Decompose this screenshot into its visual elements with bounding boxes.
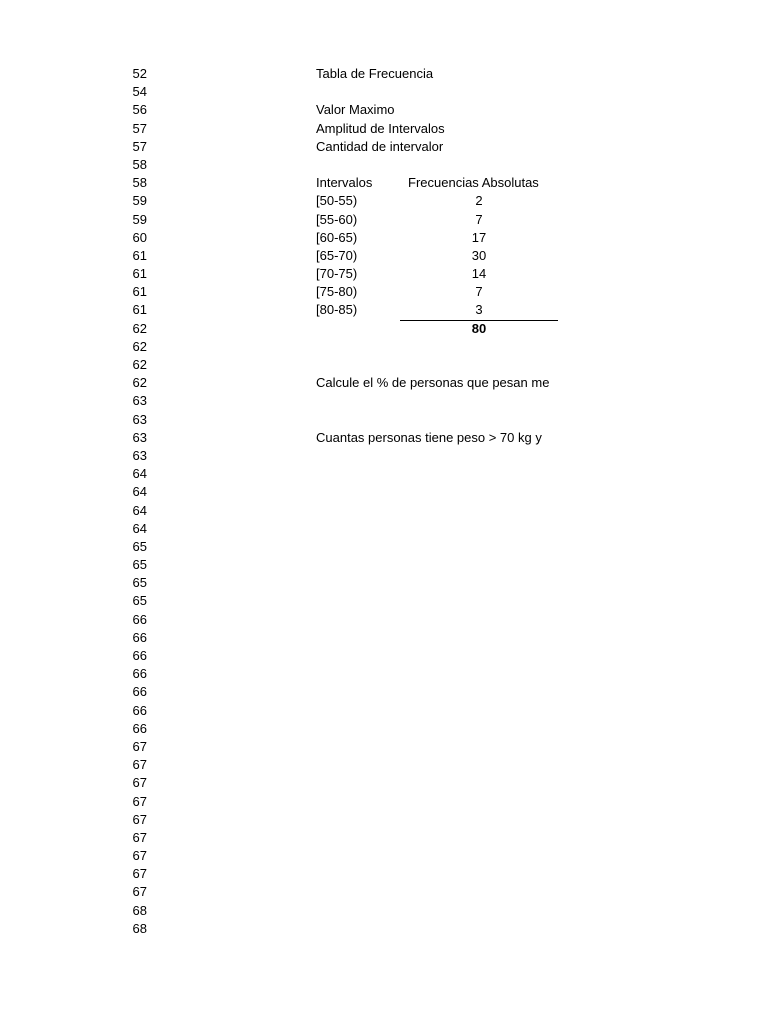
frequency-cell: 3 [475,302,483,318]
data-value: 57 [132,138,147,154]
amplitud-label: Amplitud de Intervalos [316,120,445,136]
frequency-cell: 14 [471,266,487,282]
frequency-cell: 2 [475,193,483,209]
data-value: 64 [132,466,147,482]
question-2: Cuantas personas tiene peso > 70 kg y [316,429,542,445]
data-value: 66 [132,629,147,645]
table-row [316,211,558,229]
data-value: 66 [132,611,147,627]
data-value: 67 [132,775,147,791]
data-value: 57 [132,120,147,136]
table-header-row [316,174,558,192]
question-1: Calcule el % de personas que pesan me [316,375,550,391]
data-value: 66 [132,720,147,736]
data-value: 65 [132,593,147,609]
empty-row [316,338,558,356]
data-value: 67 [132,829,147,845]
total-value: 80 [400,320,558,338]
valor-maximo-label: Valor Maximo [316,102,395,118]
empty-row [316,411,558,429]
data-value: 67 [132,884,147,900]
frequency-cell: 7 [475,211,483,227]
question-1-row [316,374,558,392]
data-value: 65 [132,557,147,573]
interval-cell: [65-70) [316,247,358,263]
question-2-row [316,429,558,447]
interval-cell: [55-60) [316,211,358,227]
data-value: 61 [132,266,147,282]
data-value: 65 [132,538,147,554]
data-value: 66 [132,648,147,663]
data-value: 52 [132,66,147,81]
data-value: 62 [132,338,147,354]
data-value: 58 [132,156,147,172]
table-row [316,283,558,301]
empty-row [316,392,558,410]
table-row [316,265,558,283]
data-value: 63 [132,393,147,409]
data-value: 63 [132,447,147,463]
data-value: 66 [132,684,147,700]
interval-cell: [75-80) [316,284,358,300]
data-value: 64 [132,502,147,518]
data-value: 58 [132,175,147,191]
table-title-row [316,65,558,83]
data-value: 61 [132,284,147,300]
cantidad-label: Cantidad de intervalor [316,138,444,154]
interval-cell: [80-85) [316,302,358,318]
data-value: 67 [132,757,147,773]
data-value: 67 [132,811,147,827]
data-value: 68 [132,902,147,918]
empty-row [316,83,558,101]
data-value: 62 [132,357,147,372]
cantidad-row [316,138,558,156]
amplitud-row [316,120,558,138]
interval-cell: [60-65) [316,229,358,245]
total-row [316,320,558,338]
col-header-intervals: Intervalos [316,175,373,191]
frequency-cell: 17 [471,229,487,245]
data-value: 59 [132,193,147,209]
data-column [0,65,150,938]
data-value: 56 [132,102,147,118]
frequency-cell: 7 [475,284,483,300]
frequency-sheet [316,65,558,465]
data-value: 62 [132,375,147,391]
data-value: 64 [132,484,147,500]
data-value: 61 [132,247,147,263]
data-value: 68 [132,920,147,936]
frequency-rows [316,192,558,319]
data-value: 67 [132,866,147,882]
table-row [316,192,558,210]
data-value: 61 [132,302,147,318]
data-value: 67 [132,793,147,809]
frequency-cell: 30 [471,247,487,263]
data-value: 63 [132,429,147,445]
empty-row [316,156,558,174]
data-value: 54 [132,84,147,100]
table-row [316,301,558,319]
data-value: 66 [132,666,147,682]
data-value: 62 [132,320,147,336]
empty-row [316,356,558,374]
data-value: 67 [132,848,147,864]
data-value: 66 [132,702,147,718]
data-value: 65 [132,575,147,591]
data-value: 60 [132,229,147,245]
table-row [316,229,558,247]
data-value: 67 [132,738,147,754]
data-value: 64 [132,520,147,536]
table-row [316,247,558,265]
col-header-freq: Frecuencias Absolutas [408,175,539,191]
table-title: Tabla de Frecuencia [316,66,434,81]
interval-cell: [70-75) [316,266,358,282]
valor-maximo-row [316,101,558,119]
interval-cell: [50-55) [316,193,358,209]
data-value: 59 [132,211,147,227]
data-value: 63 [132,411,147,427]
